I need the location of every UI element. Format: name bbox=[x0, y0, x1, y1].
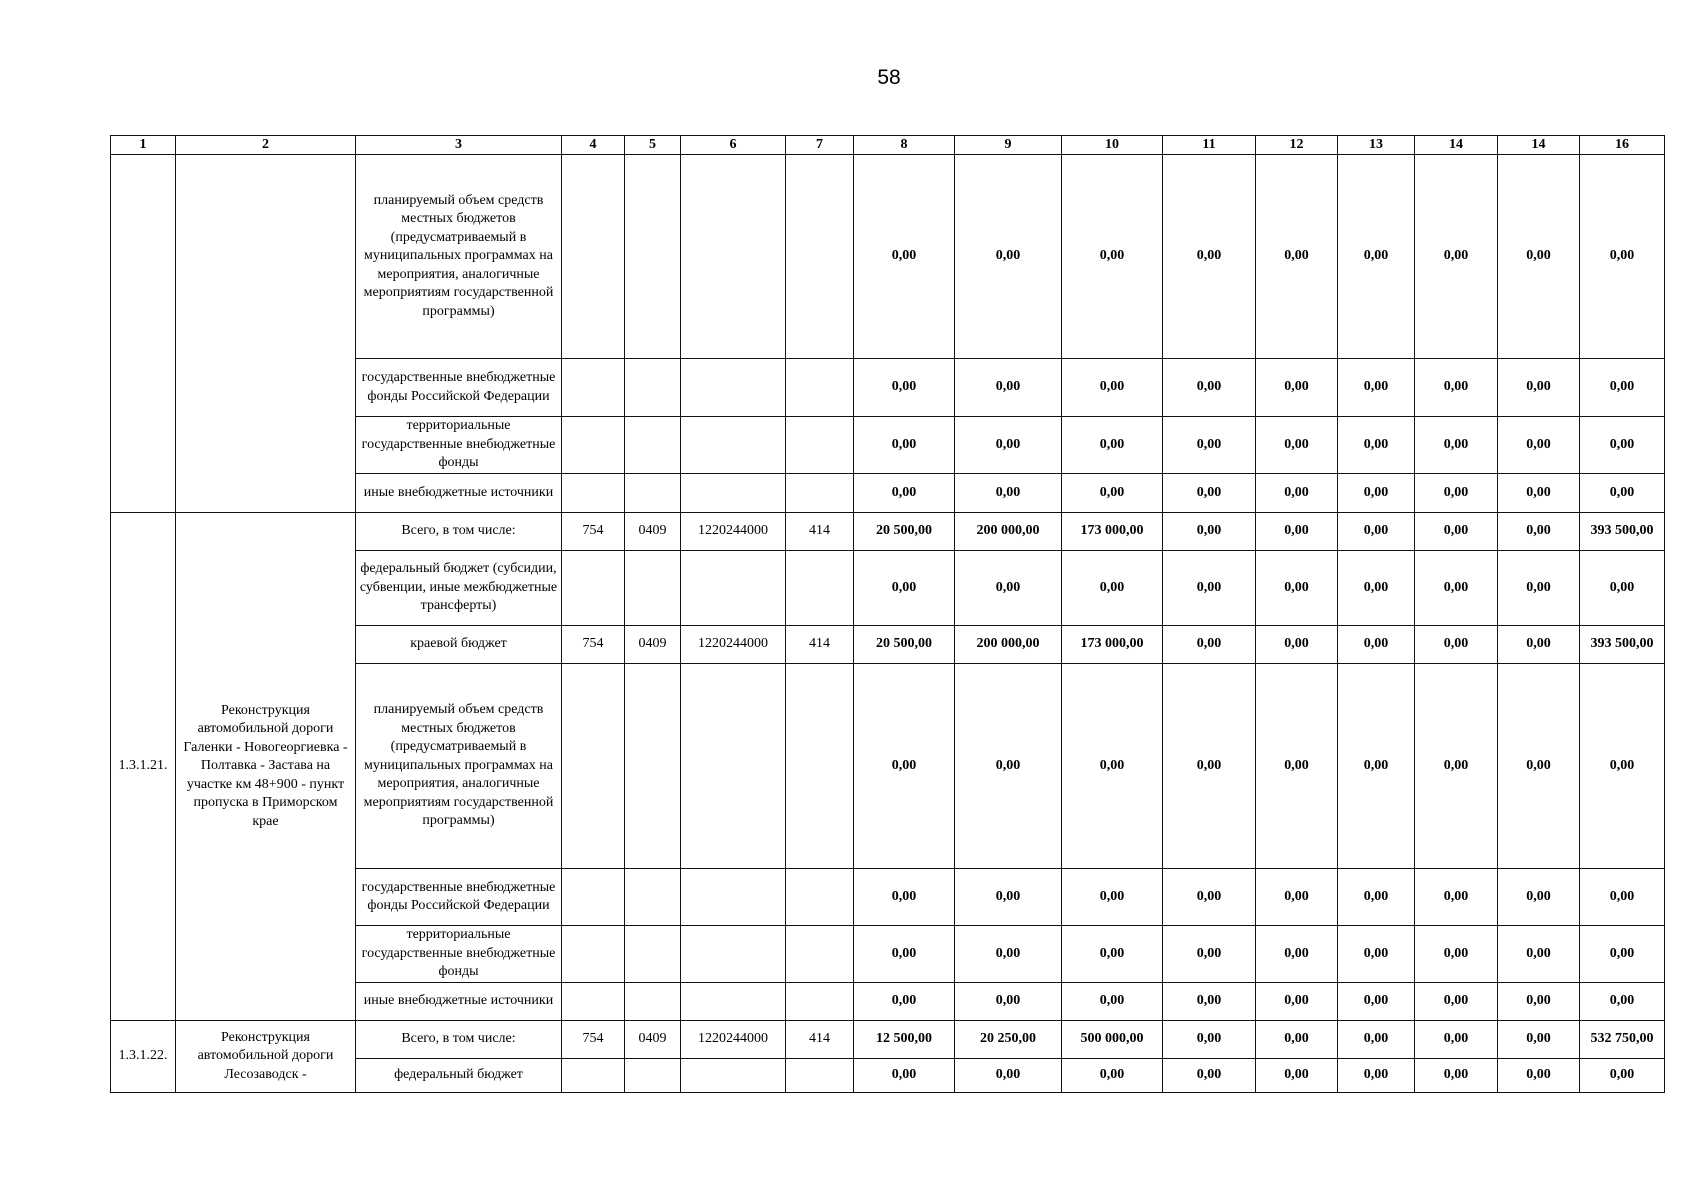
column-header: 16 bbox=[1580, 136, 1665, 155]
amount-cell: 0,00 bbox=[1338, 983, 1415, 1021]
amount-cell: 0,00 bbox=[1163, 513, 1256, 551]
amount-cell: 0,00 bbox=[1415, 926, 1498, 983]
amount-cell: 0,00 bbox=[1062, 983, 1163, 1021]
code-cell-c6 bbox=[681, 1059, 786, 1093]
code-cell-c7 bbox=[786, 983, 854, 1021]
funding-source-cell: федеральный бюджет bbox=[356, 1059, 562, 1093]
amount-cell: 0,00 bbox=[1163, 1021, 1256, 1059]
amount-cell: 0,00 bbox=[1415, 474, 1498, 513]
amount-cell: 0,00 bbox=[1256, 626, 1338, 664]
code-cell-c6 bbox=[681, 359, 786, 417]
amount-cell: 0,00 bbox=[1256, 513, 1338, 551]
code-cell-c7 bbox=[786, 1059, 854, 1093]
funding-source-cell: Всего, в том числе: bbox=[356, 513, 562, 551]
amount-cell: 200 000,00 bbox=[955, 626, 1062, 664]
index-cell bbox=[111, 155, 176, 513]
code-cell-c4 bbox=[562, 926, 625, 983]
amount-cell: 0,00 bbox=[1338, 417, 1415, 474]
column-header: 1 bbox=[111, 136, 176, 155]
amount-cell: 0,00 bbox=[1256, 983, 1338, 1021]
amount-cell: 0,00 bbox=[1498, 474, 1580, 513]
code-cell-c7: 414 bbox=[786, 1021, 854, 1059]
code-cell-c7 bbox=[786, 926, 854, 983]
column-header: 6 bbox=[681, 136, 786, 155]
amount-cell: 0,00 bbox=[1498, 626, 1580, 664]
table-row bbox=[111, 513, 1665, 551]
code-cell-c7 bbox=[786, 359, 854, 417]
code-cell-c6 bbox=[681, 417, 786, 474]
code-cell-c5 bbox=[625, 983, 681, 1021]
amount-cell: 0,00 bbox=[1415, 869, 1498, 926]
amount-cell: 0,00 bbox=[1338, 1021, 1415, 1059]
code-cell-c5 bbox=[625, 155, 681, 359]
amount-cell: 0,00 bbox=[1062, 869, 1163, 926]
amount-cell: 0,00 bbox=[1580, 474, 1665, 513]
amount-cell: 0,00 bbox=[854, 983, 955, 1021]
code-cell-c5 bbox=[625, 1059, 681, 1093]
code-cell-c6: 1220244000 bbox=[681, 1021, 786, 1059]
amount-cell: 0,00 bbox=[1163, 155, 1256, 359]
code-cell-c4 bbox=[562, 1059, 625, 1093]
amount-cell: 0,00 bbox=[1580, 869, 1665, 926]
funding-source-cell: краевой бюджет bbox=[356, 626, 562, 664]
column-header: 7 bbox=[786, 136, 854, 155]
amount-cell: 0,00 bbox=[1256, 551, 1338, 626]
amount-cell: 0,00 bbox=[1498, 513, 1580, 551]
funding-source-cell: планируемый объем средств местных бюджетов (предусматриваемый в муниципальных программах на мероприятия, аналогичные мероприятиям государственной программы) bbox=[356, 664, 562, 869]
code-cell-c4: 754 bbox=[562, 626, 625, 664]
amount-cell: 0,00 bbox=[1415, 359, 1498, 417]
amount-cell: 200 000,00 bbox=[955, 513, 1062, 551]
amount-cell: 0,00 bbox=[854, 1059, 955, 1093]
amount-cell: 0,00 bbox=[1256, 359, 1338, 417]
amount-cell: 0,00 bbox=[1498, 155, 1580, 359]
object-name: Реконструкция автомобильной дороги Галенки - Новогеоргиевка - Полтавка - Застава на участке км 48+900 - пункт пропуска в Приморском крае bbox=[176, 513, 356, 1021]
amount-cell: 0,00 bbox=[1338, 551, 1415, 626]
amount-cell: 0,00 bbox=[955, 551, 1062, 626]
amount-cell: 0,00 bbox=[1415, 1059, 1498, 1093]
funding-source-cell: Всего, в том числе: bbox=[356, 1021, 562, 1059]
amount-cell: 0,00 bbox=[1415, 417, 1498, 474]
amount-cell: 0,00 bbox=[1062, 359, 1163, 417]
code-cell-c6: 1220244000 bbox=[681, 626, 786, 664]
column-header: 5 bbox=[625, 136, 681, 155]
amount-cell: 20 500,00 bbox=[854, 626, 955, 664]
amount-cell: 0,00 bbox=[1163, 551, 1256, 626]
code-cell-c5: 0409 bbox=[625, 626, 681, 664]
code-cell-c5 bbox=[625, 551, 681, 626]
amount-cell: 0,00 bbox=[1163, 983, 1256, 1021]
code-cell-c6 bbox=[681, 664, 786, 869]
amount-cell: 0,00 bbox=[854, 926, 955, 983]
code-cell-c5 bbox=[625, 359, 681, 417]
column-header: 2 bbox=[176, 136, 356, 155]
funding-source-cell: федеральный бюджет (субсидии, субвенции, иные межбюджетные трансферты) bbox=[356, 551, 562, 626]
column-header: 14 bbox=[1415, 136, 1498, 155]
amount-cell: 0,00 bbox=[1580, 417, 1665, 474]
amount-cell: 0,00 bbox=[1256, 926, 1338, 983]
column-header: 11 bbox=[1163, 136, 1256, 155]
header-row bbox=[111, 136, 1665, 155]
amount-cell: 0,00 bbox=[1415, 626, 1498, 664]
object-name-cell bbox=[176, 155, 356, 513]
amount-cell: 0,00 bbox=[955, 869, 1062, 926]
table-body bbox=[111, 136, 1665, 1093]
code-cell-c7 bbox=[786, 869, 854, 926]
amount-cell: 0,00 bbox=[1163, 869, 1256, 926]
amount-cell: 0,00 bbox=[1498, 1021, 1580, 1059]
code-cell-c6 bbox=[681, 155, 786, 359]
code-cell-c6 bbox=[681, 926, 786, 983]
amount-cell: 0,00 bbox=[1062, 474, 1163, 513]
column-header: 3 bbox=[356, 136, 562, 155]
amount-cell: 0,00 bbox=[1338, 359, 1415, 417]
amount-cell: 0,00 bbox=[1062, 926, 1163, 983]
amount-cell: 0,00 bbox=[1580, 551, 1665, 626]
code-cell-c6 bbox=[681, 983, 786, 1021]
code-cell-c7 bbox=[786, 417, 854, 474]
amount-cell: 0,00 bbox=[1338, 155, 1415, 359]
code-cell-c4: 754 bbox=[562, 1021, 625, 1059]
amount-cell: 0,00 bbox=[955, 474, 1062, 513]
code-cell-c7 bbox=[786, 664, 854, 869]
code-cell-c6 bbox=[681, 551, 786, 626]
funding-source-cell: планируемый объем средств местных бюджетов (предусматриваемый в муниципальных программах на мероприятия, аналогичные мероприятиям государственной программы) bbox=[356, 155, 562, 359]
amount-cell: 0,00 bbox=[854, 417, 955, 474]
column-header: 4 bbox=[562, 136, 625, 155]
code-cell-c4 bbox=[562, 983, 625, 1021]
code-cell-c7 bbox=[786, 474, 854, 513]
object-name: Реконструкция автомобильной дороги Лесозаводск - bbox=[176, 1021, 356, 1093]
funding-source-cell: государственные внебюджетные фонды Российской Федерации bbox=[356, 869, 562, 926]
page-number: 58 bbox=[877, 66, 901, 89]
amount-cell: 0,00 bbox=[1338, 664, 1415, 869]
code-cell-c5 bbox=[625, 474, 681, 513]
amount-cell: 500 000,00 bbox=[1062, 1021, 1163, 1059]
amount-cell: 0,00 bbox=[955, 155, 1062, 359]
code-cell-c4 bbox=[562, 155, 625, 359]
amount-cell: 0,00 bbox=[1498, 664, 1580, 869]
code-cell-c5 bbox=[625, 869, 681, 926]
amount-cell: 0,00 bbox=[1338, 513, 1415, 551]
amount-cell: 0,00 bbox=[1163, 474, 1256, 513]
code-cell-c7 bbox=[786, 155, 854, 359]
amount-cell: 0,00 bbox=[1062, 664, 1163, 869]
code-cell-c5 bbox=[625, 664, 681, 869]
code-cell-c5 bbox=[625, 417, 681, 474]
amount-cell: 0,00 bbox=[1163, 359, 1256, 417]
amount-cell: 0,00 bbox=[1163, 664, 1256, 869]
code-cell-c7: 414 bbox=[786, 626, 854, 664]
amount-cell: 532 750,00 bbox=[1580, 1021, 1665, 1059]
funding-source-cell: территориальные государственные внебюджетные фонды bbox=[356, 417, 562, 474]
code-cell-c7 bbox=[786, 551, 854, 626]
code-cell-c4 bbox=[562, 417, 625, 474]
amount-cell: 0,00 bbox=[1256, 1059, 1338, 1093]
amount-cell: 0,00 bbox=[955, 1059, 1062, 1093]
code-cell-c4 bbox=[562, 551, 625, 626]
amount-cell: 0,00 bbox=[1580, 664, 1665, 869]
amount-cell: 0,00 bbox=[1256, 869, 1338, 926]
column-header: 12 bbox=[1256, 136, 1338, 155]
amount-cell: 0,00 bbox=[955, 664, 1062, 869]
amount-cell: 0,00 bbox=[1062, 417, 1163, 474]
amount-cell: 0,00 bbox=[854, 474, 955, 513]
amount-cell: 0,00 bbox=[1415, 513, 1498, 551]
amount-cell: 0,00 bbox=[1338, 626, 1415, 664]
code-cell-c6 bbox=[681, 474, 786, 513]
amount-cell: 0,00 bbox=[1256, 474, 1338, 513]
column-header: 8 bbox=[854, 136, 955, 155]
amount-cell: 0,00 bbox=[1498, 983, 1580, 1021]
table-row bbox=[111, 155, 1665, 359]
budget-table bbox=[110, 135, 1665, 1093]
amount-cell: 173 000,00 bbox=[1062, 626, 1163, 664]
amount-cell: 0,00 bbox=[1498, 551, 1580, 626]
code-cell-c6 bbox=[681, 869, 786, 926]
code-cell-c5: 0409 bbox=[625, 513, 681, 551]
amount-cell: 0,00 bbox=[1338, 926, 1415, 983]
funding-source-cell: иные внебюджетные источники bbox=[356, 474, 562, 513]
amount-cell: 20 500,00 bbox=[854, 513, 955, 551]
amount-cell: 0,00 bbox=[1580, 1059, 1665, 1093]
column-header: 9 bbox=[955, 136, 1062, 155]
amount-cell: 0,00 bbox=[1580, 926, 1665, 983]
amount-cell: 0,00 bbox=[854, 359, 955, 417]
code-cell-c4 bbox=[562, 359, 625, 417]
amount-cell: 393 500,00 bbox=[1580, 513, 1665, 551]
column-header: 10 bbox=[1062, 136, 1163, 155]
amount-cell: 0,00 bbox=[1498, 926, 1580, 983]
amount-cell: 0,00 bbox=[955, 983, 1062, 1021]
code-cell-c7: 414 bbox=[786, 513, 854, 551]
amount-cell: 0,00 bbox=[1415, 983, 1498, 1021]
amount-cell: 0,00 bbox=[1415, 1021, 1498, 1059]
amount-cell: 0,00 bbox=[1498, 1059, 1580, 1093]
amount-cell: 20 250,00 bbox=[955, 1021, 1062, 1059]
amount-cell: 0,00 bbox=[1498, 417, 1580, 474]
item-index: 1.3.1.22. bbox=[111, 1021, 176, 1093]
amount-cell: 0,00 bbox=[854, 869, 955, 926]
column-header: 14 bbox=[1498, 136, 1580, 155]
code-cell-c5: 0409 bbox=[625, 1021, 681, 1059]
code-cell-c4 bbox=[562, 664, 625, 869]
amount-cell: 0,00 bbox=[1256, 1021, 1338, 1059]
amount-cell: 0,00 bbox=[1338, 474, 1415, 513]
amount-cell: 0,00 bbox=[1163, 626, 1256, 664]
amount-cell: 0,00 bbox=[955, 417, 1062, 474]
funding-source-cell: территориальные государственные внебюджетные фонды bbox=[356, 926, 562, 983]
funding-source-cell: государственные внебюджетные фонды Российской Федерации bbox=[356, 359, 562, 417]
amount-cell: 0,00 bbox=[1163, 1059, 1256, 1093]
amount-cell: 0,00 bbox=[854, 551, 955, 626]
funding-source-cell: иные внебюджетные источники bbox=[356, 983, 562, 1021]
amount-cell: 0,00 bbox=[1338, 869, 1415, 926]
column-header: 13 bbox=[1338, 136, 1415, 155]
amount-cell: 0,00 bbox=[955, 359, 1062, 417]
amount-cell: 0,00 bbox=[1580, 359, 1665, 417]
amount-cell: 0,00 bbox=[1062, 155, 1163, 359]
amount-cell: 0,00 bbox=[1415, 664, 1498, 869]
amount-cell: 0,00 bbox=[1256, 664, 1338, 869]
amount-cell: 0,00 bbox=[1338, 1059, 1415, 1093]
code-cell-c6: 1220244000 bbox=[681, 513, 786, 551]
amount-cell: 0,00 bbox=[854, 664, 955, 869]
amount-cell: 0,00 bbox=[1498, 359, 1580, 417]
amount-cell: 0,00 bbox=[854, 155, 955, 359]
amount-cell: 393 500,00 bbox=[1580, 626, 1665, 664]
amount-cell: 0,00 bbox=[1256, 417, 1338, 474]
amount-cell: 0,00 bbox=[1163, 926, 1256, 983]
item-index: 1.3.1.21. bbox=[111, 513, 176, 1021]
amount-cell: 0,00 bbox=[1415, 155, 1498, 359]
amount-cell: 0,00 bbox=[1256, 155, 1338, 359]
amount-cell: 0,00 bbox=[1498, 869, 1580, 926]
code-cell-c4 bbox=[562, 869, 625, 926]
amount-cell: 0,00 bbox=[955, 926, 1062, 983]
amount-cell: 0,00 bbox=[1062, 551, 1163, 626]
amount-cell: 0,00 bbox=[1580, 983, 1665, 1021]
amount-cell: 0,00 bbox=[1415, 551, 1498, 626]
amount-cell: 173 000,00 bbox=[1062, 513, 1163, 551]
amount-cell: 0,00 bbox=[1580, 155, 1665, 359]
code-cell-c4: 754 bbox=[562, 513, 625, 551]
amount-cell: 0,00 bbox=[1062, 1059, 1163, 1093]
code-cell-c4 bbox=[562, 474, 625, 513]
amount-cell: 12 500,00 bbox=[854, 1021, 955, 1059]
table-row bbox=[111, 1021, 1665, 1059]
amount-cell: 0,00 bbox=[1163, 417, 1256, 474]
code-cell-c5 bbox=[625, 926, 681, 983]
